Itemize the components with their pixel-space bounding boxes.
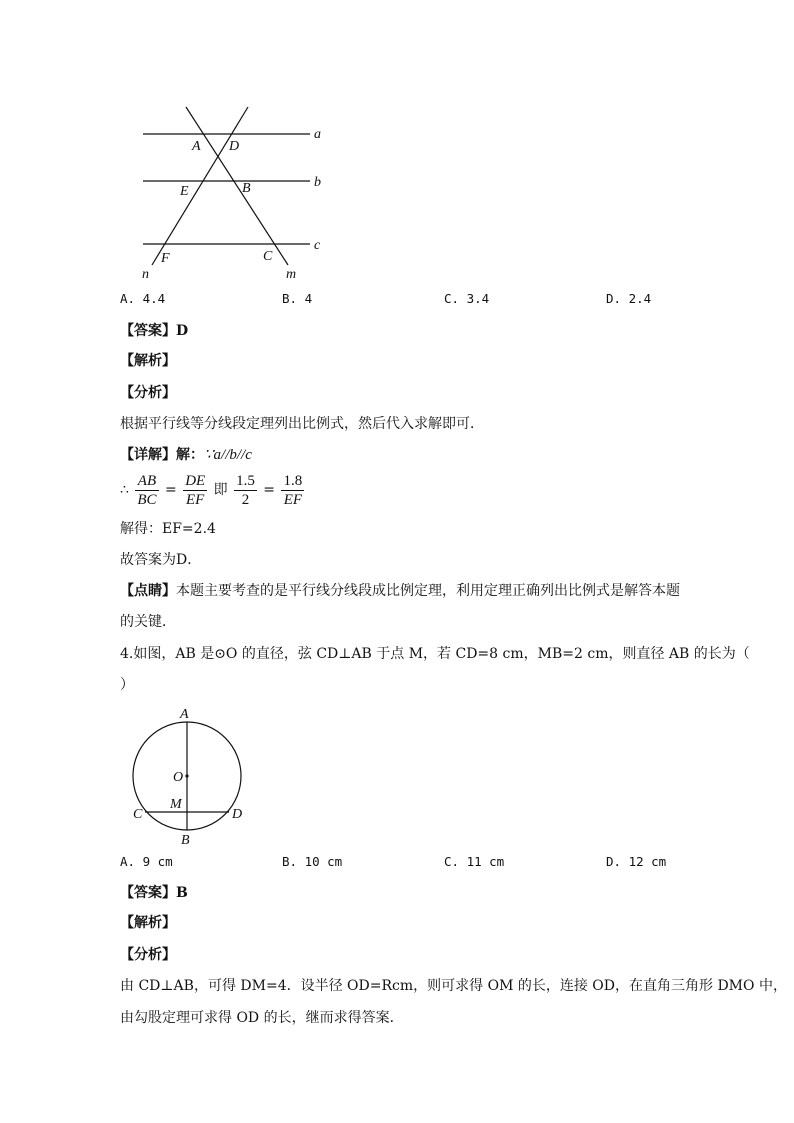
fraction-18-ef: $\frac{1.8}{EF}$ bbox=[283, 472, 303, 508]
q4-answer: 【答案】B bbox=[120, 885, 188, 901]
label-m: m bbox=[286, 267, 297, 282]
q3-fenxi-text: 根据平行线等分线段定理列出比例式，然后代入求解即可． bbox=[120, 416, 484, 432]
label-a: a bbox=[314, 127, 321, 142]
equals-sign-2: = bbox=[263, 482, 276, 498]
label-A: A bbox=[192, 139, 201, 154]
label-B: B bbox=[242, 181, 251, 196]
q4-option-d: D. 12 cm bbox=[606, 854, 667, 869]
label-n: n bbox=[142, 267, 149, 282]
label-A: A bbox=[180, 707, 189, 722]
q3-answer: 【答案】D bbox=[120, 323, 189, 339]
q3-option-b: B. 4 bbox=[282, 291, 313, 306]
q4-option-b: B. 10 cm bbox=[282, 854, 343, 869]
label-E: E bbox=[180, 184, 189, 199]
label-D: D bbox=[232, 807, 243, 822]
label-D: D bbox=[229, 139, 240, 154]
label-B: B bbox=[181, 833, 190, 848]
q3-solve: 解得：EF=2.4 bbox=[120, 521, 216, 537]
q3-dianjing-text1: 本题主要考查的是平行线分线段成比例定理，利用定理正确列出比例式是解答本题 bbox=[176, 583, 680, 599]
q3-dianjing-line1 bbox=[120, 581, 680, 601]
q3-parallel-statement: ∵a//b//c bbox=[204, 447, 252, 463]
fraction-ab-bc: $\frac{AB}{BC}$ bbox=[137, 472, 157, 508]
q3-dianjing-heading: 【点睛】 bbox=[120, 583, 176, 599]
line-m bbox=[186, 107, 288, 265]
fraction-de-ef: $\frac{DE}{EF}$ bbox=[185, 472, 206, 508]
center-point bbox=[185, 774, 188, 777]
equals-sign: = bbox=[165, 482, 177, 498]
line-n bbox=[152, 107, 248, 265]
q3-analysis-heading: 【解析】 bbox=[120, 353, 176, 369]
circle-figure bbox=[125, 700, 255, 850]
label-C: C bbox=[263, 249, 273, 264]
q3-ratio-equation bbox=[120, 470, 306, 510]
q3-option-a: A. 4.4 bbox=[120, 291, 166, 306]
q3-fenxi-heading: 【分析】 bbox=[120, 385, 176, 401]
label-F: F bbox=[161, 251, 170, 266]
q4-option-a: A. 9 cm bbox=[120, 854, 173, 869]
q4-analysis-heading: 【解析】 bbox=[120, 915, 176, 931]
q3-dianjing-line2: 的关键． bbox=[120, 614, 176, 630]
q3-option-d: D. 2.4 bbox=[606, 291, 652, 306]
q3-option-c: C. 3.4 bbox=[444, 291, 490, 306]
fraction-15-2: $\frac{1.5}{2}$ bbox=[236, 472, 255, 508]
ji-word: 即 bbox=[213, 482, 228, 498]
therefore-symbol: ∴ bbox=[120, 482, 129, 498]
q4-fenxi-line1: 由 CD⊥AB，可得 DM=4．设半径 OD=Rcm，则可求得 OM 的长，连接 OD，在直角三角形 DMO 中， bbox=[120, 978, 787, 994]
q4-fenxi-line2: 由勾股定理可求得 OD 的长，继而求得答案． bbox=[120, 1010, 404, 1026]
q3-detail-heading: 【详解】解： bbox=[120, 447, 204, 463]
q4-fenxi-heading: 【分析】 bbox=[120, 947, 176, 963]
label-c: c bbox=[314, 238, 321, 253]
parallel-lines-figure bbox=[130, 100, 350, 290]
label-C: C bbox=[133, 807, 143, 822]
q4-stem-line1: 4.如图，AB 是⊙O 的直径，弦 CD⊥AB 于点 M，若 CD=8 cm，MB=2 cm，则直径 AB 的长为（ bbox=[120, 646, 750, 662]
label-M: M bbox=[170, 797, 182, 812]
q3-detail-line bbox=[120, 445, 252, 465]
q4-option-c: C. 11 cm bbox=[444, 854, 505, 869]
label-O: O bbox=[173, 770, 184, 785]
label-b: b bbox=[314, 175, 321, 190]
q3-conclusion: 故答案为D． bbox=[120, 552, 202, 568]
q4-stem-line2: ） bbox=[120, 677, 134, 693]
